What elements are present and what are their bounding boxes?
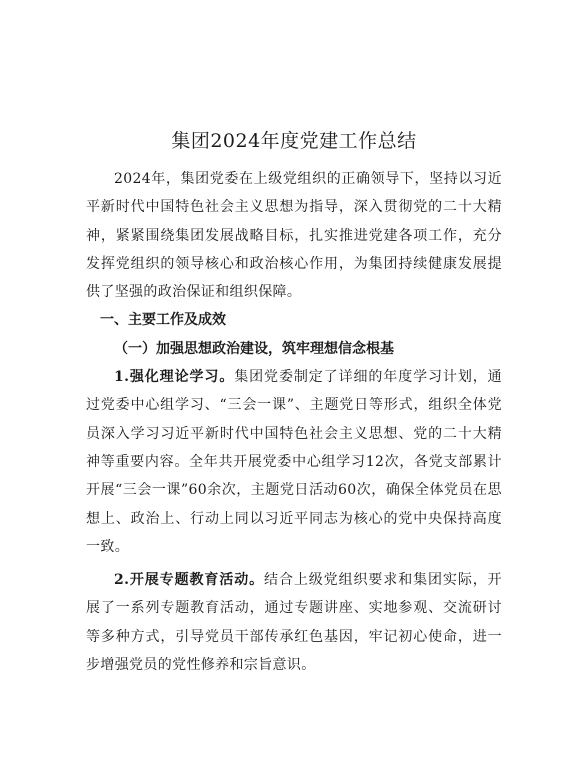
subsection-heading: （一）加强思想政治建设，筑牢理想信念根基 (114, 340, 394, 357)
item-text-2: 结合上级党组织要求和集团实际，开展了一系列专题教育活动，通过专题讲座、实地参观、交流研讨等多种方式，引导党员干部传承红色基因，牢记初心使命，进一步增强党员的党性修养和宗旨意识。 (86, 572, 502, 674)
intro-paragraph: 2024年，集团党委在上级党组织的正确领导下，坚持以习近平新时代中国特色社会主义思想为指导，深入贯彻党的二十大精神，紧紧围绕集团发展战略目标，扎实推进党建各项工作，充分发挥党组织的领导核心和政治核心作用，为集团持续健康发展提供了坚强的政治保证和组织保障。 (86, 171, 502, 301)
document-body (86, 126, 502, 679)
item-text-1: 集团党委制定了详细的年度学习计划，通过党委中心组学习、“三会一课”、主题党日等形式，组织全体党员深入学习习近平新时代中国特色社会主义思想、党的二十大精神等重要内容。全年共开展党委中心组学习12次，各党支部累计开展“三会一课”60余次，主题党日活动60次，确保全体党员在思想上、政治上、行动上同以习近平同志为核心的党中央保持高度一致。 (86, 369, 503, 555)
item-paragraph-2 (86, 566, 502, 679)
item-lead-2: 2.开展专题教育活动。 (114, 572, 265, 589)
item-paragraph-1 (86, 363, 502, 561)
document-title: 集团2024年度党建工作总结 (171, 130, 417, 152)
item-lead-1: 1.强化理论学习。 (114, 369, 235, 386)
section-heading: 一、主要工作及成效 (100, 312, 226, 329)
